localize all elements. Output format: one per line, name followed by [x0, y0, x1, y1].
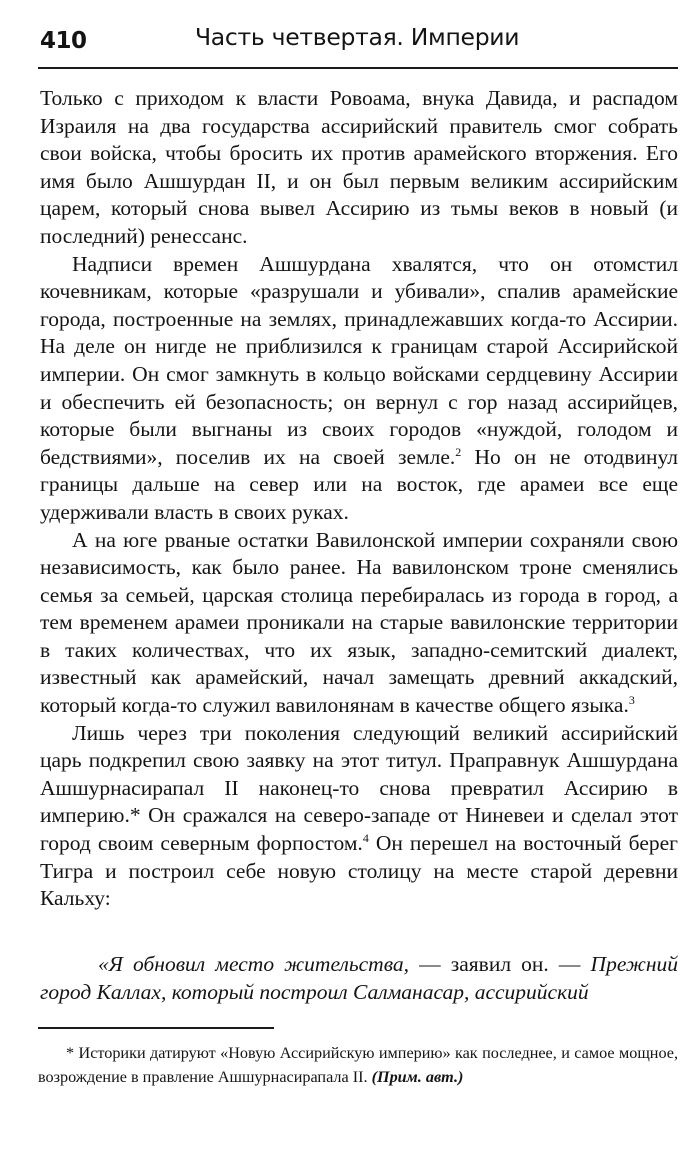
- footnote-ref: 3: [628, 693, 635, 708]
- paragraph-4: [40, 720, 678, 913]
- block-quote: [40, 951, 678, 1006]
- footnote-author-note: (Прим. авт.): [371, 1068, 464, 1086]
- footnote-ref: 4: [362, 831, 369, 846]
- paragraph-2: [40, 251, 678, 527]
- running-head: Часть четвертая. Империи: [195, 23, 520, 51]
- footnote-text: * Историки датируют «Новую Ассирийскую империю» как последнее, и самое мощное, возрождение в правление Ашшурнасирапала II.: [38, 1044, 678, 1086]
- quote-attribution: — заявил он. —: [409, 952, 591, 976]
- header-divider: [38, 67, 678, 69]
- main-text: [40, 85, 678, 913]
- paragraph-text: Он перешел на восточный берег Тигра и построил себе новую столицу на месте старой деревни Кальху:: [40, 831, 678, 911]
- paragraph-1: [40, 85, 678, 251]
- paragraph-text: Лишь через три поколения следующий великий ассирийский царь подкрепил свою заявку на этот титул. Праправнук Ашшурдана Ашшурнасирапал II наконец-то снова превратил Ассирию в империю.* Он сражался на северо-западе от Ниневеи и сделал этот город своим северным форпостом.: [40, 720, 678, 856]
- page-number: 410: [40, 28, 87, 54]
- paragraph-text: А на юге рваные остатки Вавилонской империи сохраняли свою независимость, как было ранее. На вавилонском троне сменялись семья за семьей, царская столица перебиралась из города в город, а тем временем арамеи проникали на старые вавилонские территории в таких количествах, что их язык, западно-семитский диалект, известный как арамейский, начал замещать древний аккадский, который когда-то служил вавилонянам в качестве общего языка.: [40, 527, 678, 718]
- paragraph-3: [40, 527, 678, 720]
- footnote-divider: [38, 1027, 274, 1029]
- quote-text: Прежний город Каллах, который построил Салманасар, ассирийский: [40, 952, 678, 1004]
- paragraph-text: Но он не отодвинул границы дальше на север или на восток, где арамеи все еще удерживали власть в своих руках.: [40, 444, 678, 524]
- footnote-ref: 2: [455, 444, 462, 459]
- paragraph-text: Только с приходом к власти Ровоама, внука Давида, и распадом Израиля на два государства ассирийский правитель смог собрать свои войска, чтобы бросить их против арамейского вторжения. Его имя было Ашшурдан II, и он был первым великим ассирийским царем, который снова вывел Ассирию из тьмы веков в новый (и последний) ренессанс.: [40, 86, 678, 248]
- paragraph-text: Надписи времен Ашшурдана хвалятся, что он отомстил кочевникам, которые «разрушали и убивали», спалив арамейские города, построенные на землях, принадлежавших когда-то Ассирии. На деле он нигде не приблизился к границам старой Ассирийской империи. Он смог замкнуть в кольцо войсками сердцевину Ассирии и обеспечить ей безопасность; он вернул с гор назад ассирийцев, которые были выгнаны из своих городов «нуждой, голодом и бедствиями», поселив их на своей земле.: [40, 251, 678, 469]
- quote-text: «Я обновил место жительства,: [98, 952, 410, 976]
- page-header: [40, 20, 676, 60]
- footnote: [38, 1041, 678, 1089]
